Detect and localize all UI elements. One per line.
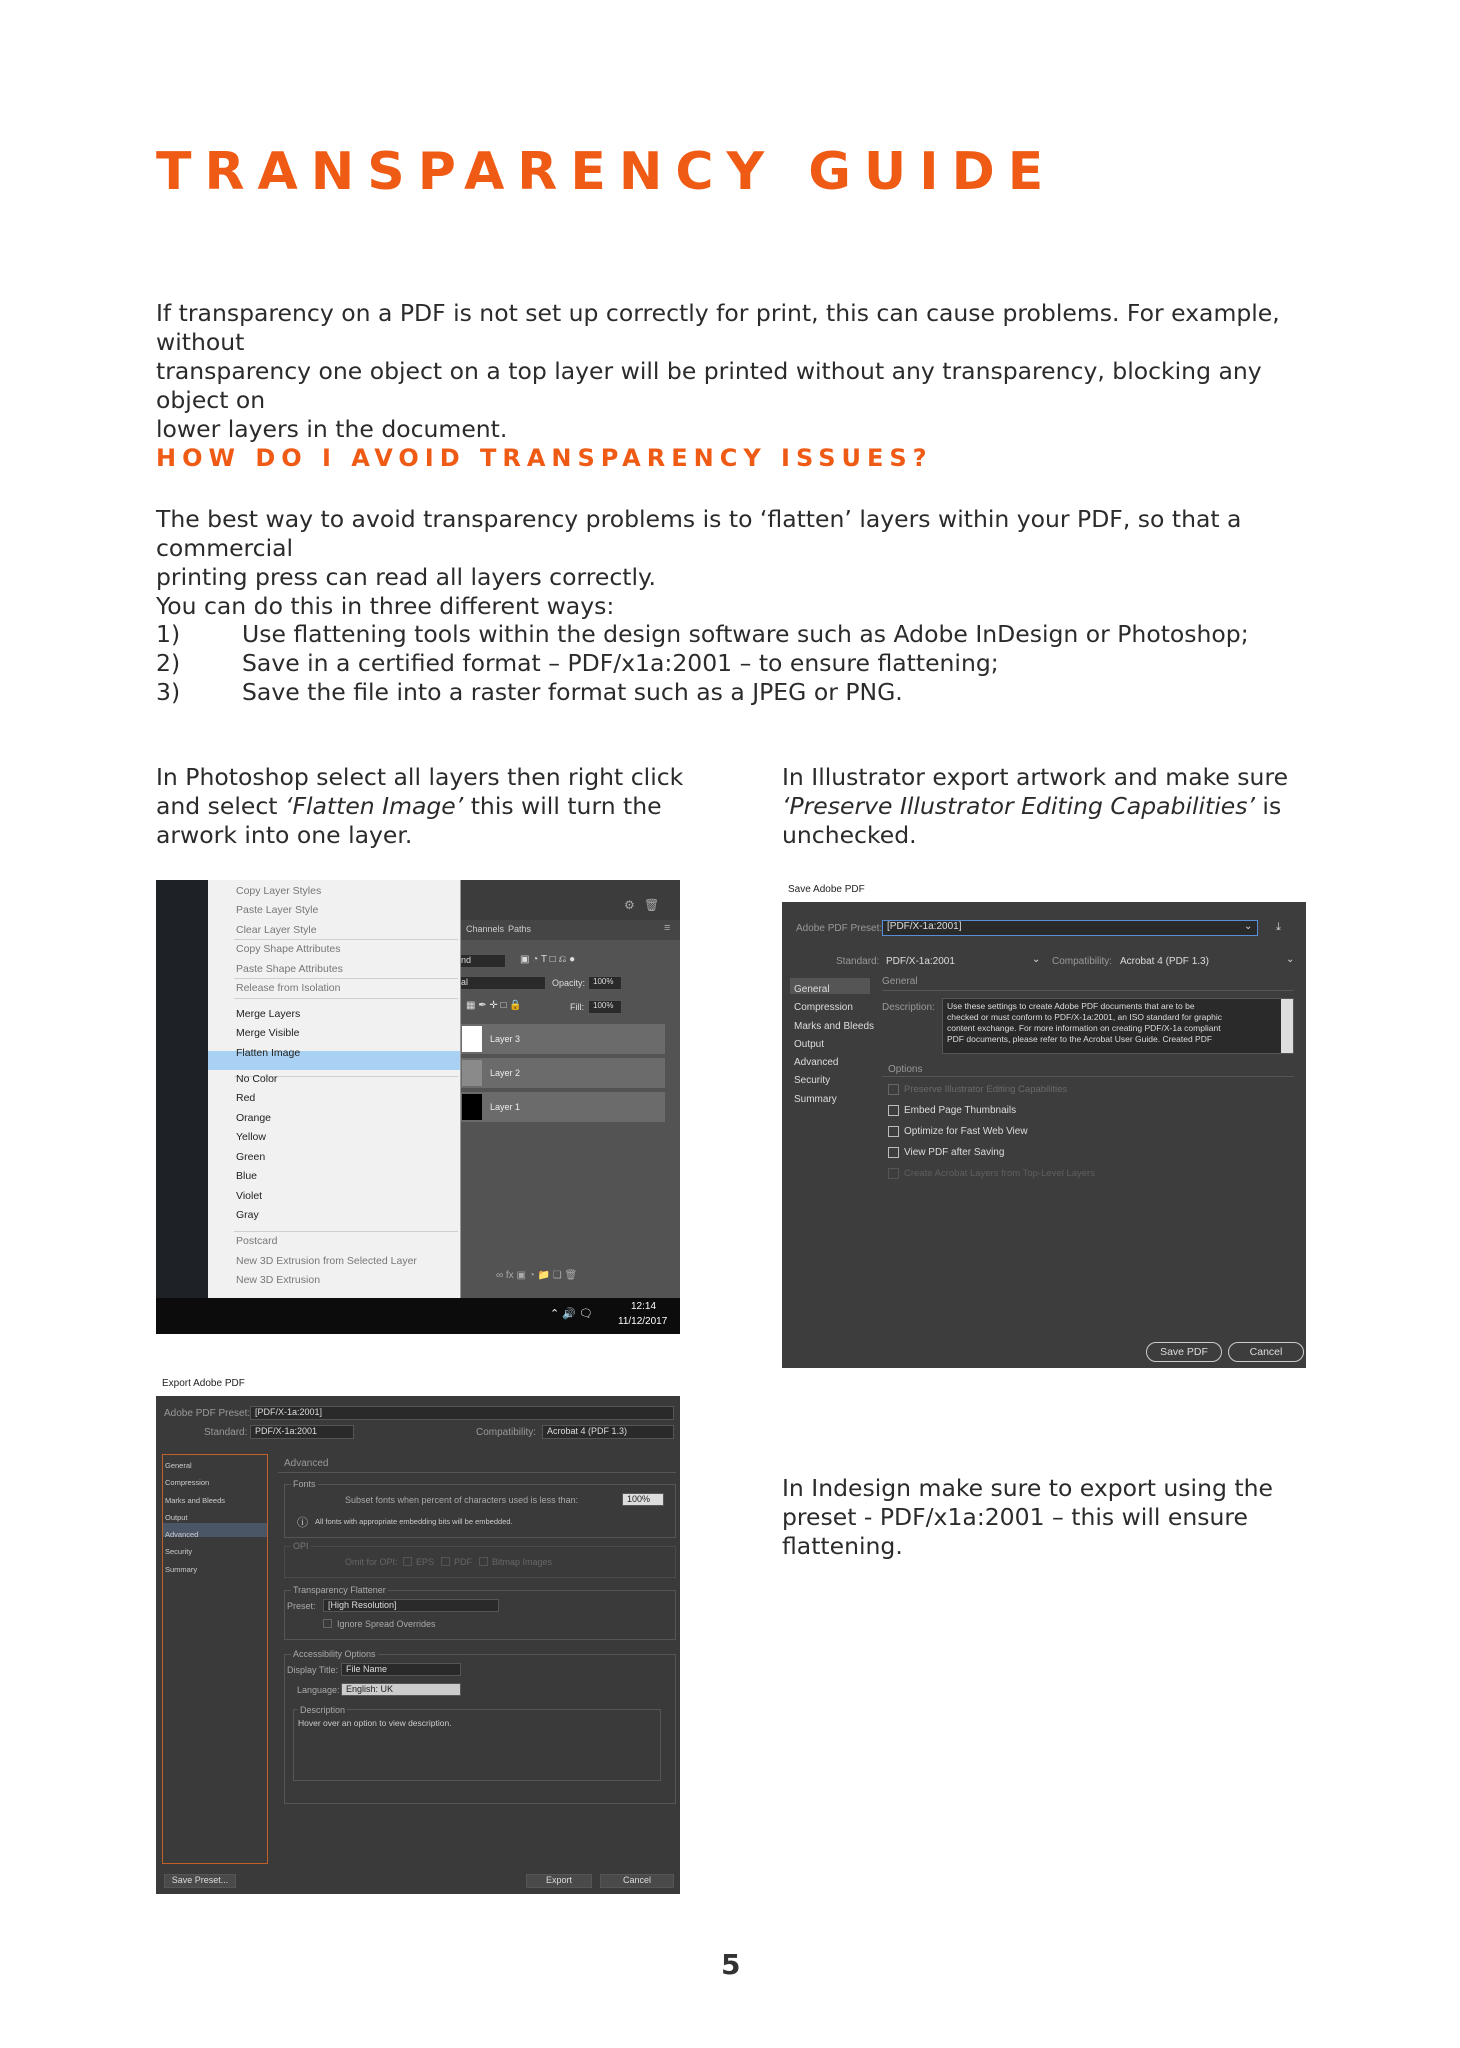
ignore-overrides-checkbox[interactable] [323, 1619, 332, 1628]
description-text: Hover over an option to view description. [298, 1718, 452, 1728]
save-preset-icon[interactable]: ⤓ [1276, 921, 1281, 933]
accessibility-group [284, 1649, 676, 1804]
menu-item[interactable]: Blue [236, 1170, 258, 1182]
menu-item[interactable]: New 3D Extrusion [236, 1274, 321, 1286]
caption-line: arwork into one layer. [156, 821, 413, 849]
fonts-group [284, 1479, 676, 1538]
page-title: TRANSPARENCY GUIDE [156, 142, 1057, 202]
illustrator-save-dialog [782, 902, 1306, 1368]
flattener-preset-select[interactable]: [High Resolution] [323, 1599, 499, 1612]
opacity-field[interactable]: 100% [588, 976, 622, 990]
context-menu [208, 880, 461, 1298]
body-paragraph [156, 505, 1316, 621]
menu-item[interactable]: Postcard [236, 1235, 278, 1247]
compat-label: Compatibility: [1052, 956, 1113, 967]
list-item: Save in a certified format – PDF/x1a:2001 – to ensure flattening; [242, 649, 999, 677]
menu-item[interactable]: Merge Visible [236, 1027, 300, 1039]
group-label: Accessibility Options [293, 1649, 376, 1659]
menu-item[interactable]: Violet [236, 1190, 263, 1202]
sidebar-item-advanced[interactable]: Advanced [165, 1530, 199, 1540]
opacity-label: Opacity: [552, 978, 586, 988]
standard-label: Standard: [204, 1427, 248, 1438]
caption-line [156, 792, 716, 821]
sidebar-item-compression[interactable]: Compression [165, 1478, 210, 1488]
scrollbar[interactable] [1281, 999, 1293, 1053]
list-number: 2) [156, 649, 181, 677]
fill-label: Fill: [570, 1002, 584, 1012]
opi-group [284, 1541, 676, 1578]
info-icon: ⓘ [297, 1517, 308, 1529]
description-box [293, 1705, 661, 1781]
mode-select[interactable]: nd [460, 954, 506, 968]
sidebar-item-general[interactable]: General [794, 984, 830, 995]
blend-select[interactable]: al [460, 976, 546, 990]
options-label: Options [888, 1064, 923, 1075]
menu-item[interactable]: Flatten Image [236, 1047, 301, 1059]
layer-name: Layer 3 [490, 1034, 521, 1044]
ignore-label: Ignore Spread Overrides [337, 1619, 436, 1629]
caption-line: unchecked. [782, 821, 917, 849]
acrobat-layers-checkbox[interactable] [888, 1168, 899, 1179]
caption-line: In Photoshop select all layers then right click [156, 763, 684, 791]
panel-menu-icon[interactable]: ≡ [664, 922, 671, 934]
menu-item[interactable]: No Color [236, 1073, 278, 1085]
tool-icons[interactable]: ▣ ◔ T □ ⎌ ● [520, 954, 576, 965]
list-number: 3) [156, 678, 181, 706]
caption-emphasis: ‘Preserve Illustrator Editing Capabilities’ [782, 792, 1255, 820]
omit-pdf-checkbox[interactable] [441, 1557, 450, 1566]
description-box [942, 998, 1294, 1054]
sidebar-item-general[interactable]: General [165, 1461, 192, 1470]
menu-item[interactable]: Red [236, 1092, 256, 1104]
description-line: PDF documents, please refer to the Acrobat User Guide. Created PDF [947, 1034, 1213, 1044]
omit-option: PDF [454, 1557, 472, 1567]
layer-name: Layer 2 [490, 1068, 521, 1078]
flattener-group [284, 1585, 676, 1640]
layer-thumbnail [462, 1094, 482, 1120]
option-label: Embed Page Thumbnails [904, 1105, 1017, 1116]
chevron-down-icon: ⌄ [1032, 954, 1041, 965]
dialog-title: Export Adobe PDF [162, 1378, 245, 1389]
clock-date: 11/12/2017 [618, 1316, 668, 1327]
omit-option: EPS [416, 1557, 435, 1567]
methods-list [156, 620, 1316, 710]
preset-label: Adobe PDF Preset: [796, 923, 883, 934]
sidebar-item-compression[interactable]: Compression [794, 1002, 853, 1014]
caption-line: In Illustrator export artwork and make sure [782, 763, 1289, 791]
option-label: Optimize for Fast Web View [904, 1126, 1028, 1137]
tab-channels[interactable]: Channels [466, 924, 505, 934]
standard-select[interactable]: PDF/X-1a:2001 [886, 956, 955, 967]
menu-item[interactable]: Gray [236, 1209, 259, 1221]
settings-icon[interactable]: ⚙ [624, 898, 635, 912]
menu-item[interactable]: Copy Layer Styles [236, 885, 322, 897]
caption-line: flattening. [782, 1532, 903, 1560]
canvas-area [156, 880, 208, 1298]
menu-item[interactable]: Paste Shape Attributes [236, 963, 343, 975]
photoshop-screenshot [156, 880, 680, 1334]
body-line: You can do this in three different ways: [156, 592, 615, 620]
list-number: 1) [156, 620, 181, 648]
option-label: Create Acrobat Layers from Top-Level Layers [904, 1168, 1095, 1179]
cancel-button[interactable]: Cancel [1228, 1342, 1304, 1362]
display-title-label: Display Title: [287, 1665, 339, 1675]
menu-item[interactable]: Paste Layer Style [236, 904, 319, 916]
layer-footer-icons[interactable]: ∞ fx ▣ ◔ 📁 ❏ 🗑 [496, 1270, 578, 1281]
save-pdf-button[interactable]: Save PDF [1146, 1342, 1222, 1362]
menu-item[interactable]: Merge Layers [236, 1008, 301, 1020]
menu-item[interactable]: New 3D Extrusion from Selected Layer [236, 1255, 417, 1267]
sidebar [794, 981, 874, 1109]
list-item: Use flattening tools within the design software such as Adobe InDesign or Photoshop; [242, 620, 1249, 648]
group-label: Fonts [293, 1479, 316, 1489]
sidebar-item-marks[interactable]: Marks and Bleeds [165, 1495, 226, 1505]
omit-eps-checkbox[interactable] [403, 1557, 412, 1566]
group-label: Description [300, 1705, 346, 1715]
intro-line: If transparency on a PDF is not set up correctly for print, this can cause problems. For example, without [156, 299, 1280, 356]
menu-item[interactable]: Green [236, 1151, 266, 1163]
description-text [947, 1001, 1222, 1045]
fill-field[interactable]: 100% [588, 1000, 622, 1014]
language-select[interactable]: English: UK [341, 1683, 461, 1696]
layer-row[interactable] [460, 1092, 665, 1122]
clock-time: 12:14 [631, 1301, 657, 1312]
menu-item[interactable]: Orange [236, 1112, 272, 1124]
layer-row[interactable] [460, 1058, 665, 1088]
omit-label: Omit for OPI: [345, 1557, 398, 1567]
language-label: Language: [297, 1685, 340, 1695]
description-label: Description: [882, 1002, 935, 1013]
intro-line: lower layers in the document. [156, 415, 508, 443]
caption-line: In Indesign make sure to export using the [782, 1474, 1273, 1502]
lock-icons[interactable]: ▦ ✒ ✛ □ 🔒 [466, 1000, 522, 1011]
layer-row[interactable] [460, 1024, 665, 1054]
group-label: Transparency Flattener [293, 1585, 386, 1595]
dialog-title: Save Adobe PDF [788, 884, 865, 895]
body-line: printing press can read all layers correctly. [156, 563, 657, 591]
caption-line [782, 792, 1342, 821]
preset-select[interactable]: [PDF/X-1a:2001] [250, 1406, 674, 1420]
chevron-down-icon: ⌄ [1286, 954, 1295, 965]
menu-item[interactable]: Release from Isolation [236, 982, 341, 994]
preset-select[interactable]: [PDF/X-1a:2001] [882, 920, 1258, 936]
omit-option: Bitmap Images [492, 1557, 553, 1567]
subset-field[interactable]: 100% [622, 1493, 664, 1506]
compat-select[interactable]: Acrobat 4 (PDF 1.3) [1120, 956, 1209, 967]
caption-emphasis: ‘Flatten Image’ [284, 792, 464, 820]
save-preset-button[interactable]: Save Preset... [164, 1874, 236, 1888]
menu-item[interactable]: Copy Shape Attributes [236, 943, 341, 955]
sidebar [162, 1454, 268, 1864]
layer-name: Layer 1 [490, 1102, 521, 1112]
fonts-note: All fonts with appropriate embedding bits will be embedded. [315, 1517, 513, 1526]
description-line: checked or must conform to PDF/X-1a:2001, an ISO standard for graphic [947, 1012, 1222, 1022]
intro-line: transparency one object on a top layer will be printed without any transparency, blocking any object on [156, 357, 1262, 414]
cancel-button[interactable]: Cancel [600, 1874, 674, 1888]
sidebar-item-summary[interactable]: Summary [794, 1093, 837, 1105]
subset-label: Subset fonts when percent of characters used is less than: [345, 1495, 579, 1505]
preserve-editing-checkbox[interactable] [888, 1084, 899, 1095]
standard-select[interactable]: PDF/X-1a:2001 [250, 1425, 354, 1439]
option-label: Preserve Illustrator Editing Capabilities [904, 1084, 1068, 1095]
sidebar-item-summary[interactable]: Summary [165, 1564, 198, 1574]
tab-paths[interactable]: Paths [508, 924, 532, 934]
menu-item[interactable]: Clear Layer Style [236, 924, 317, 936]
sidebar-item-advanced[interactable]: Advanced [794, 1057, 839, 1069]
flattener-preset-label: Preset: [287, 1601, 316, 1611]
tray-icons[interactable]: ⌃ 🔊 🗨 [550, 1308, 593, 1320]
layers-panel [460, 880, 680, 1298]
display-title-select[interactable]: File Name [341, 1663, 461, 1676]
section-title: Advanced [284, 1458, 329, 1469]
compat-label: Compatibility: [476, 1427, 537, 1438]
list-item: Save the file into a raster format such as a JPEG or PNG. [242, 678, 903, 706]
taskbar [156, 1298, 680, 1334]
caption-text: this will turn the [463, 792, 662, 820]
preset-label: Adobe PDF Preset: [164, 1408, 251, 1419]
export-button[interactable]: Export [526, 1874, 592, 1888]
sidebar-item-security[interactable]: Security [165, 1547, 193, 1557]
trash-icon[interactable]: 🗑 [644, 898, 660, 912]
layer-thumbnail [462, 1060, 482, 1086]
description-line: content exchange. For more information on creating PDF/X-1a compliant [947, 1023, 1221, 1033]
omit-bitmap-checkbox[interactable] [479, 1557, 488, 1566]
menu-item[interactable]: Yellow [236, 1131, 266, 1143]
compat-select[interactable]: Acrobat 4 (PDF 1.3) [542, 1425, 674, 1439]
fast-web-view-checkbox[interactable] [888, 1126, 899, 1137]
chevron-down-icon: ⌄ [1244, 921, 1253, 932]
description-line: Use these settings to create Adobe PDF documents that are to be [947, 1001, 1195, 1011]
caption-line: preset - PDF/x1a:2001 – this will ensure [782, 1503, 1248, 1531]
layer-thumbnail [462, 1026, 482, 1052]
section-heading: HOW DO I AVOID TRANSPARENCY ISSUES? [156, 444, 933, 472]
caption-text: and select [156, 792, 285, 820]
caption-text: is [1254, 792, 1282, 820]
option-label: View PDF after Saving [904, 1147, 1005, 1158]
indesign-export-dialog [156, 1396, 680, 1894]
page-number: 5 [721, 1948, 741, 1981]
intro-paragraph [156, 299, 1316, 444]
photoshop-caption [156, 763, 716, 850]
sidebar-item-marks[interactable]: Marks and Bleeds [794, 1020, 875, 1032]
indesign-caption [782, 1474, 1342, 1561]
illustrator-caption [782, 763, 1342, 850]
sidebar-item-output[interactable]: Output [165, 1512, 188, 1522]
section-title: General [882, 976, 918, 987]
sidebar-item-output[interactable]: Output [794, 1038, 825, 1050]
embed-thumbnails-checkbox[interactable] [888, 1105, 899, 1116]
view-after-saving-checkbox[interactable] [888, 1147, 899, 1158]
sidebar-item-security[interactable]: Security [794, 1075, 831, 1087]
standard-label: Standard: [836, 956, 880, 967]
body-line: The best way to avoid transparency problems is to ‘flatten’ layers within your PDF, so that a commercial [156, 505, 1242, 562]
group-label: OPI [293, 1541, 309, 1551]
